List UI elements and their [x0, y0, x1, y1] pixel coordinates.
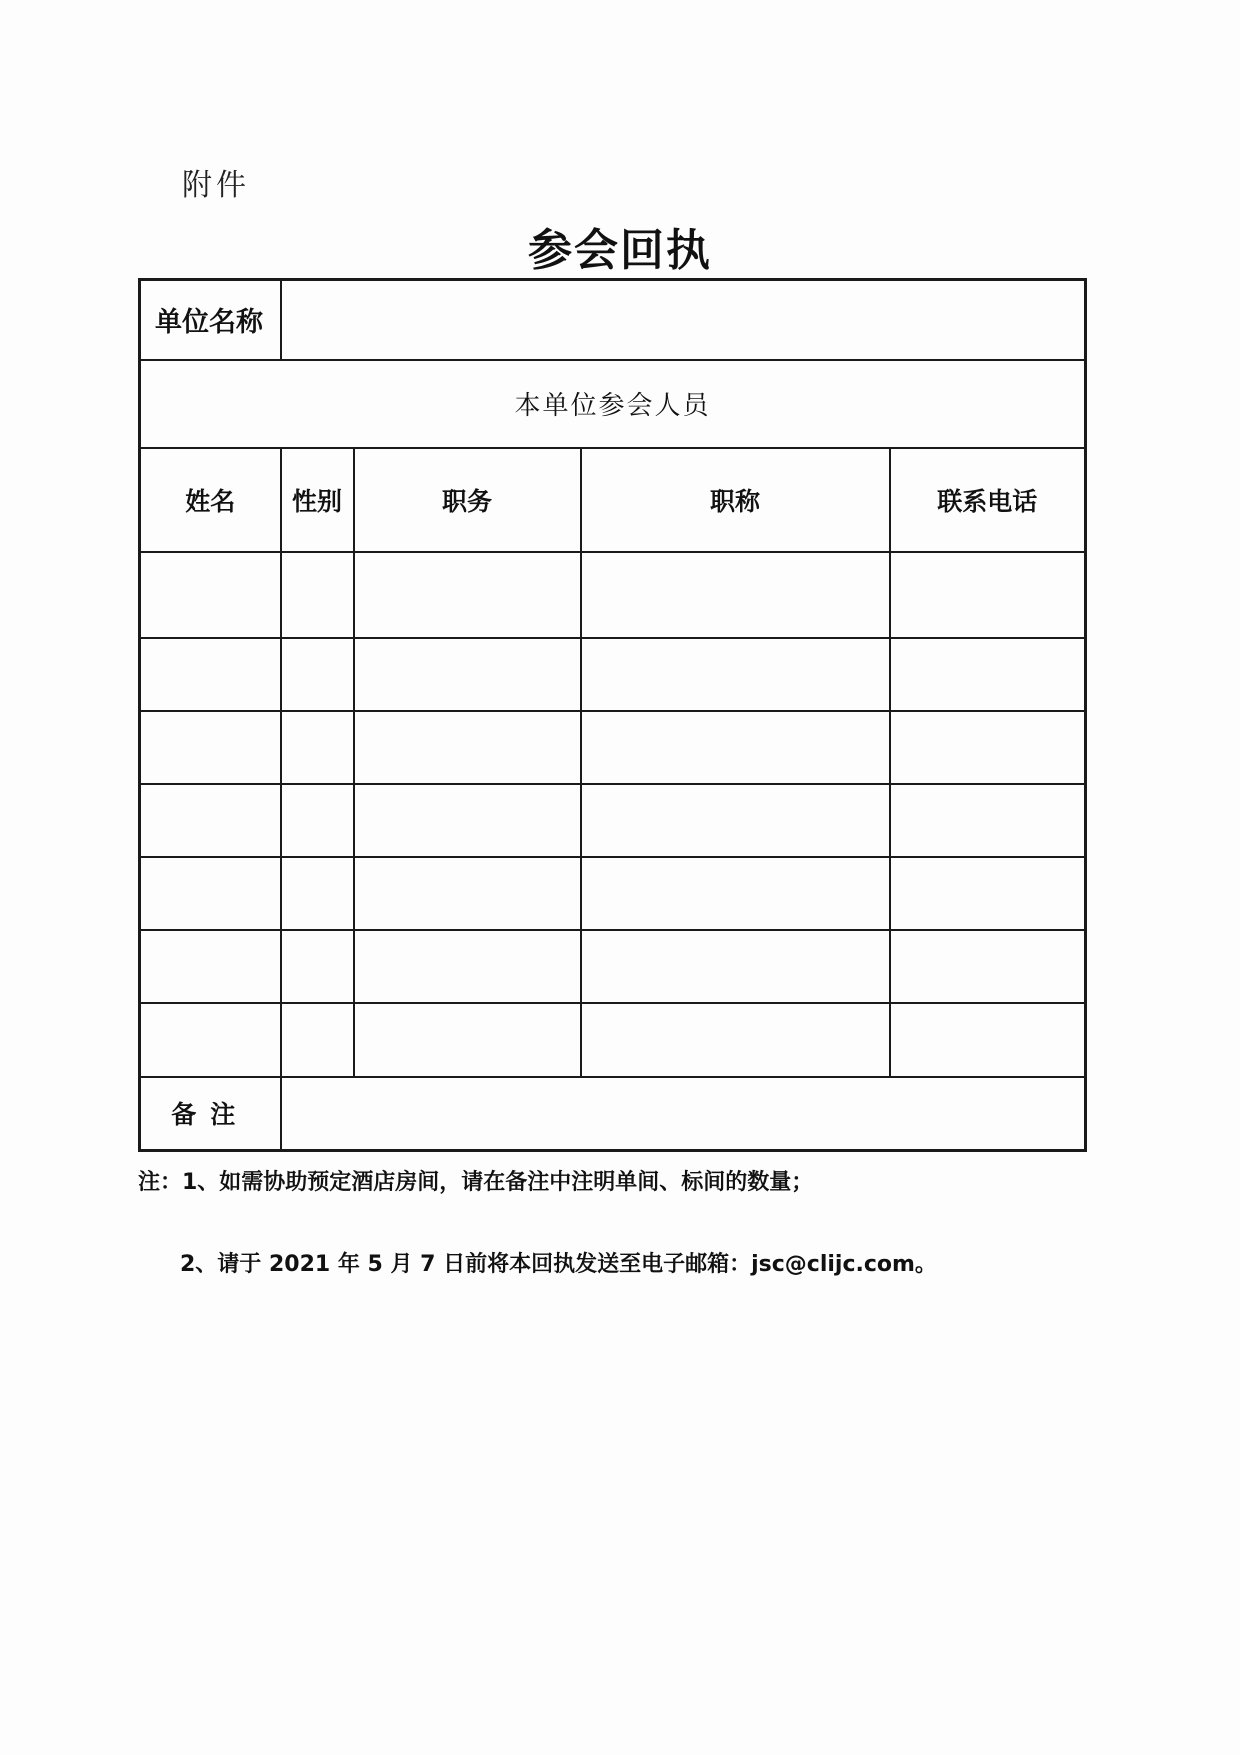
cell-title[interactable] [581, 930, 890, 1003]
reply-form-table [138, 278, 1087, 1152]
column-header-title: 职称 [581, 448, 890, 552]
cell-title[interactable] [581, 857, 890, 930]
cell-gender[interactable] [281, 857, 354, 930]
table-row [140, 857, 1086, 930]
table-row [140, 930, 1086, 1003]
cell-gender[interactable] [281, 638, 354, 711]
column-header-position: 职务 [354, 448, 581, 552]
cell-phone[interactable] [890, 552, 1086, 638]
column-header-phone: 联系电话 [890, 448, 1086, 552]
cell-phone[interactable] [890, 784, 1086, 857]
cell-gender[interactable] [281, 930, 354, 1003]
cell-name[interactable] [140, 552, 281, 638]
cell-name[interactable] [140, 930, 281, 1003]
table-row [140, 552, 1086, 638]
column-header-gender: 性别 [281, 448, 354, 552]
cell-phone[interactable] [890, 711, 1086, 784]
cell-position[interactable] [354, 784, 581, 857]
cell-phone[interactable] [890, 930, 1086, 1003]
section-row [140, 360, 1086, 448]
remark-field[interactable] [281, 1077, 1086, 1151]
cell-position[interactable] [354, 1003, 581, 1077]
cell-title[interactable] [581, 552, 890, 638]
cell-phone[interactable] [890, 857, 1086, 930]
remark-row [140, 1077, 1086, 1151]
cell-name[interactable] [140, 784, 281, 857]
cell-title[interactable] [581, 1003, 890, 1077]
note-line-2: 2、请于 2021 年 5 月 7 日前将本回执发送至电子邮箱：jsc@clijc.com。 [180, 1252, 937, 1277]
unit-name-row [140, 280, 1086, 360]
cell-title[interactable] [581, 638, 890, 711]
unit-name-field[interactable] [281, 280, 1086, 360]
cell-title[interactable] [581, 711, 890, 784]
cell-position[interactable] [354, 857, 581, 930]
remark-label: 备注 [140, 1077, 281, 1151]
table-row [140, 784, 1086, 857]
cell-gender[interactable] [281, 552, 354, 638]
cell-name[interactable] [140, 1003, 281, 1077]
note-line-1: 注：1、如需协助预定酒店房间，请在备注中注明单间、标间的数量； [138, 1170, 814, 1195]
table-row [140, 638, 1086, 711]
column-header-name: 姓名 [140, 448, 281, 552]
cell-gender[interactable] [281, 1003, 354, 1077]
cell-phone[interactable] [890, 1003, 1086, 1077]
cell-position[interactable] [354, 638, 581, 711]
cell-phone[interactable] [890, 638, 1086, 711]
document-title: 参会回执 [528, 225, 712, 276]
cell-title[interactable] [581, 784, 890, 857]
cell-name[interactable] [140, 638, 281, 711]
cell-position[interactable] [354, 930, 581, 1003]
cell-gender[interactable] [281, 711, 354, 784]
cell-position[interactable] [354, 711, 581, 784]
cell-name[interactable] [140, 857, 281, 930]
table-row [140, 711, 1086, 784]
unit-name-label: 单位名称 [140, 280, 281, 360]
attachment-label: 附件 [182, 168, 250, 203]
section-title: 本单位参会人员 [140, 360, 1086, 448]
cell-name[interactable] [140, 711, 281, 784]
cell-position[interactable] [354, 552, 581, 638]
header-row [140, 448, 1086, 552]
cell-gender[interactable] [281, 784, 354, 857]
table-row [140, 1003, 1086, 1077]
notes-block [138, 1168, 1138, 1280]
